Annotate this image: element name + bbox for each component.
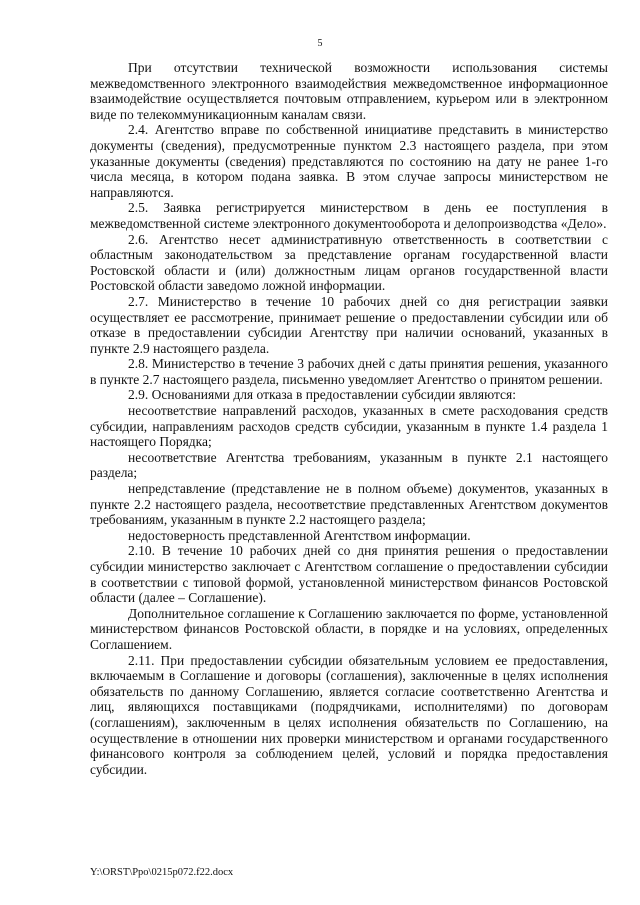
footer-file-path: Y:\ORST\Ppo\0215p072.f22.docx: [90, 867, 234, 878]
refusal-ground-3: непредставление (представление не в полном объеме) документов, указанных в пункте 2.2 настоящего раздела, несоответствие представленных Агентством документов требованиям, указанным в пункте 2.2 настоящего раздела;: [90, 481, 608, 528]
paragraph-no-internet-interaction: При отсутствии технической возможности использования системы межведомственного электронного взаимодействия межведомственное информационное взаимодействие осуществляется почтовым отправлением, курьером или в электронном виде по телекоммуникационным каналам связи.: [90, 60, 608, 122]
paragraph-2-10: 2.10. В течение 10 рабочих дней со дня принятия решения о предоставлении субсидии министерство заключает с Агентством соглашение о предоставлении субсидии в соответствии с типовой формой, установленной министерством финансов Ростовской области (далее – Соглашение).: [90, 543, 608, 606]
paragraph-2-9: 2.9. Основаниями для отказа в предоставлении субсидии являются:: [128, 387, 516, 403]
paragraph-additional-agreement: Дополнительное соглашение к Соглашению заключается по форме, установленной министерством финансов Ростовской области, в порядке и на условиях, определенных Соглашением.: [90, 605, 608, 652]
document-body: [90, 60, 608, 777]
paragraph-2-5: 2.5. Заявка регистрируется министерством в день ее поступления в межведомственной системе электронного документооборота и делопроизводства «Дело».: [90, 200, 608, 231]
page-number: 5: [317, 38, 323, 49]
paragraph-2-7: 2.7. Министерство в течение 10 рабочих дней со дня регистрации заявки осуществляет ее рассмотрение, принимает решение о предоставлении субсидии или об отказе в предоставлении субсидии Агентству при наличии оснований, указанных в пункте 2.9 настоящего раздела.: [90, 293, 608, 356]
refusal-ground-4: недостоверность представленной Агентством информации.: [128, 527, 471, 543]
paragraph-2-8: 2.8. Министерство в течение 3 рабочих дней с даты принятия решения, указанного в пункте 2.7 настоящего раздела, письменно уведомляет Агентство о принятом решении.: [90, 356, 608, 387]
paragraph-2-11: 2.11. При предоставлении субсидии обязательным условием ее предоставления, включаемым в Соглашение и договоры (соглашения), заключенные в целях исполнения обязательств по данному Соглашению, является согласие соответственно Агентства и лиц, являющихся поставщиками (подрядчиками, исполнителями) по договорам (соглашениям), заключенным в целях исполнения обязательств по Соглашению, на осуществление в отношении них проверки министерством и органами государственного финансового контроля за соблюдением целей, условий и порядка предоставления субсидии.: [90, 652, 608, 777]
paragraph-2-6: 2.6. Агентство несет административную ответственность в соответствии с областным законодательством за представление органам государственной власти Ростовской области и (или) должностным лицам органов государственной власти Ростовской области заведомо ложной информации.: [90, 231, 608, 294]
refusal-ground-2: несоответствие Агентства требованиям, указанным в пункте 2.1 настоящего раздела;: [90, 449, 608, 481]
paragraph-2-4: 2.4. Агентство вправе по собственной инициативе представить в министерство документы (сведения), предусмотренные пунктом 2.3 настоящего раздела, при этом указанные документы (сведения) представляются по состоянию на дату не ранее 1-го числа месяца, в котором подана заявка. В этом случае запросы министерством не направляются.: [90, 122, 608, 200]
refusal-ground-1: несоответствие направлений расходов, указанных в смете расходования средств субсидии, направлениям расходов средств субсидии, указанным в пункте 1.4 раздела 1 настоящего Порядка;: [90, 403, 608, 450]
